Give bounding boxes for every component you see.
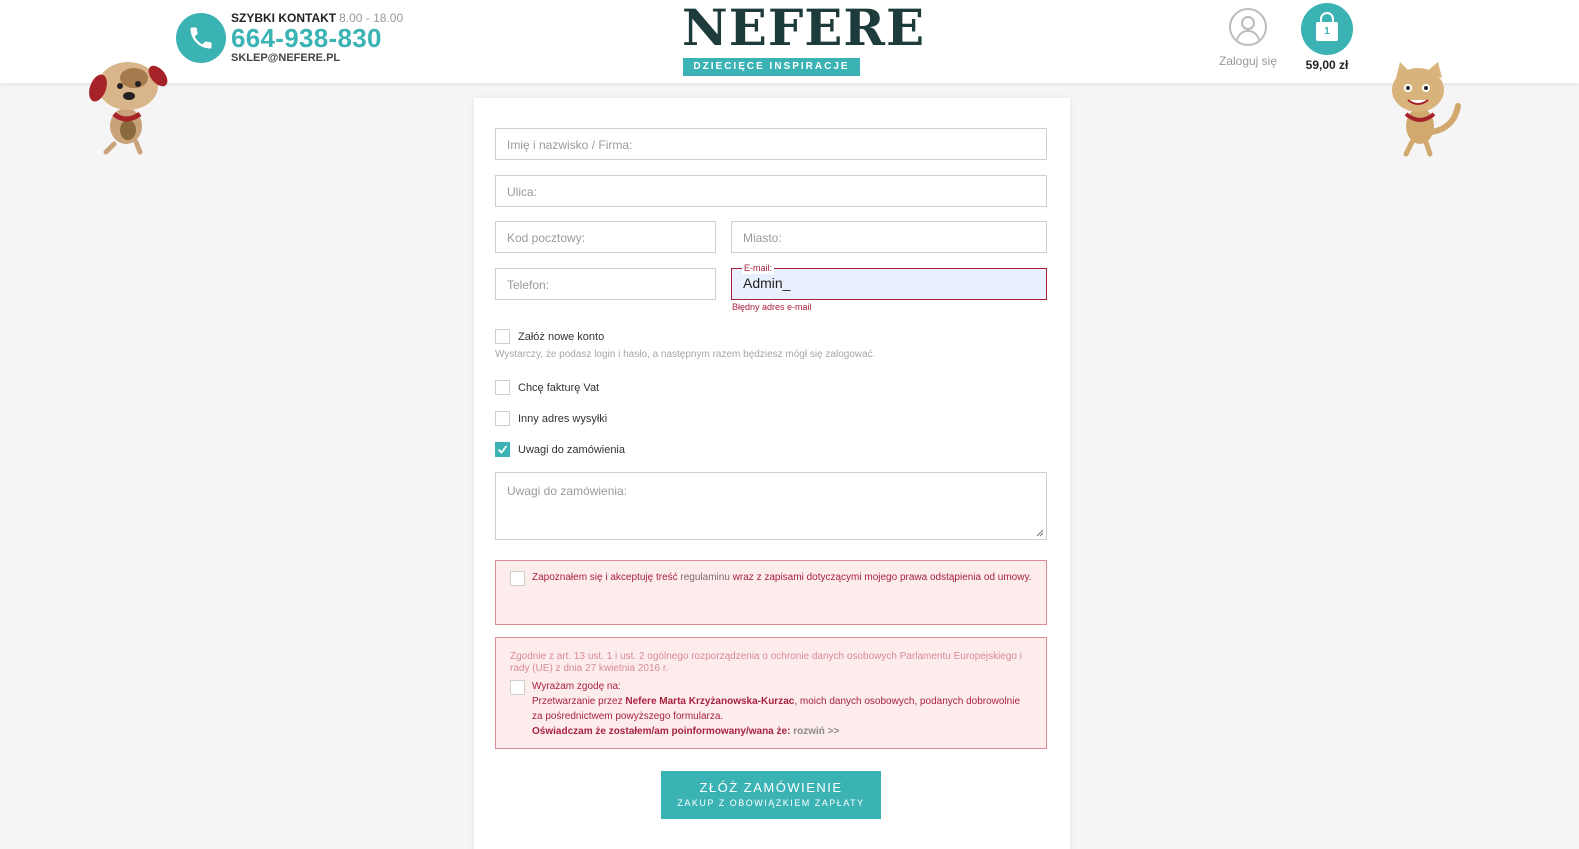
gdpr-consent-box [495,637,1047,749]
cart-button[interactable] [1297,3,1357,72]
street-field[interactable] [495,175,1047,207]
order-notes-textarea[interactable] [495,472,1047,540]
order-notes-placeholder: Uwagi do zamówienia: [507,484,628,498]
checkmark-icon [497,444,508,455]
city-field[interactable] [731,221,1047,253]
email-field[interactable] [731,263,1047,300]
terms-text: Zapoznałem się i akceptuję treść regulaminu wraz z zapisami dotyczącymi mojego prawa odstąpienia od umowy. [532,572,1032,583]
shopping-bag-icon [1301,3,1353,55]
vat-invoice-checkbox-row[interactable] [495,380,599,395]
email-value: Admin_ [743,275,791,291]
contact-email[interactable]: SKLEP@NEFERE.PL [231,52,341,64]
order-notes-checkbox-row[interactable] [495,442,625,457]
postcode-placeholder: Kod pocztowy: [507,231,586,245]
postcode-field[interactable] [495,221,716,253]
create-account-checkbox[interactable] [495,329,510,344]
place-order-label: ZŁÓŻ ZAMÓWIENIE [699,780,843,795]
terms-link[interactable]: regulaminu [680,572,730,583]
street-placeholder: Ulica: [507,185,538,199]
other-address-label: Inny adres wysyłki [518,412,608,425]
create-account-checkbox-row[interactable] [495,329,604,344]
create-account-hint: Wystarczy, że podasz login i hasło, a następnym razem będziesz mógł się zalogować. [495,349,876,360]
cart-total: 59,00 zł [1305,58,1349,72]
checkout-form [474,98,1070,849]
name-placeholder: Imię i nazwisko / Firma: [507,138,633,152]
contact-hours: 8.00 - 18.00 [339,11,404,25]
place-order-sublabel: ZAKUP Z OBOWIĄZKIEM ZAPŁATY [677,798,865,808]
email-label: E-mail: [744,263,773,273]
cat-mascot [1384,62,1466,158]
other-address-checkbox[interactable] [495,411,510,426]
login-label: Zaloguj się [1218,54,1278,68]
terms-checkbox[interactable] [510,571,525,586]
phone-placeholder: Telefon: [507,278,550,292]
terms-consent-box [495,560,1047,625]
user-icon [1229,8,1267,46]
gdpr-consent-label: Wyrażam zgodę na: [532,681,621,692]
vat-invoice-checkbox[interactable] [495,380,510,395]
gdpr-expand-link[interactable]: rozwiń >> [793,726,840,737]
phone-field[interactable] [495,268,716,300]
logo-tagline: DZIECIĘCE INSPIRACJE [683,58,860,76]
resize-handle-icon[interactable] [1036,529,1044,537]
city-placeholder: Miasto: [743,231,782,245]
logo-text: NEFERE [682,0,926,57]
gdpr-checkbox[interactable] [510,680,525,695]
gdpr-consent-text: Wyrażam zgodę na: Przetwarzanie przez Nefere Marta Krzyżanowska-Kurzac, moich danych osobowych, podanych dobrowolnie za pośrednictwem powyższego formularza. Oświadczam że zostałem/am poinformowany/wana że: rozwiń >> [532,679,1032,739]
login-link[interactable] [1214,8,1282,68]
name-field[interactable] [495,128,1047,160]
order-notes-checkbox[interactable] [495,442,510,457]
quick-contact-title: SZYBKI KONTAKT 8.00 - 18.00 [231,11,404,25]
phone-icon [176,13,226,63]
site-logo[interactable] [682,0,926,80]
contact-phone-number[interactable]: 664-938-830 [231,23,382,53]
vat-invoice-label: Chcę fakturę Vat [518,381,600,394]
dog-mascot [84,56,170,156]
gdpr-declaration: Oświadczam że zostałem/am poinformowany/wana że: [532,726,791,737]
cart-count: 1 [1324,26,1330,37]
gdpr-intro: Zgodnie z art. 13 ust. 1 i ust. 2 ogólnego rozporządzenia o ochronie danych osobowych Parlamentu Europejskiego i rady (UE) z dnia 27 kwietnia 2016 r. [510,651,1022,674]
place-order-button[interactable] [661,771,881,819]
site-header [0,0,1579,83]
email-error-message: Błędny adres e-mail [732,302,812,312]
other-address-checkbox-row[interactable] [495,411,607,426]
gdpr-company-name: Nefere Marta Krzyżanowska-Kurzac [625,696,795,707]
order-notes-label: Uwagi do zamówienia [518,443,625,456]
create-account-label: Załóż nowe konto [518,330,605,343]
